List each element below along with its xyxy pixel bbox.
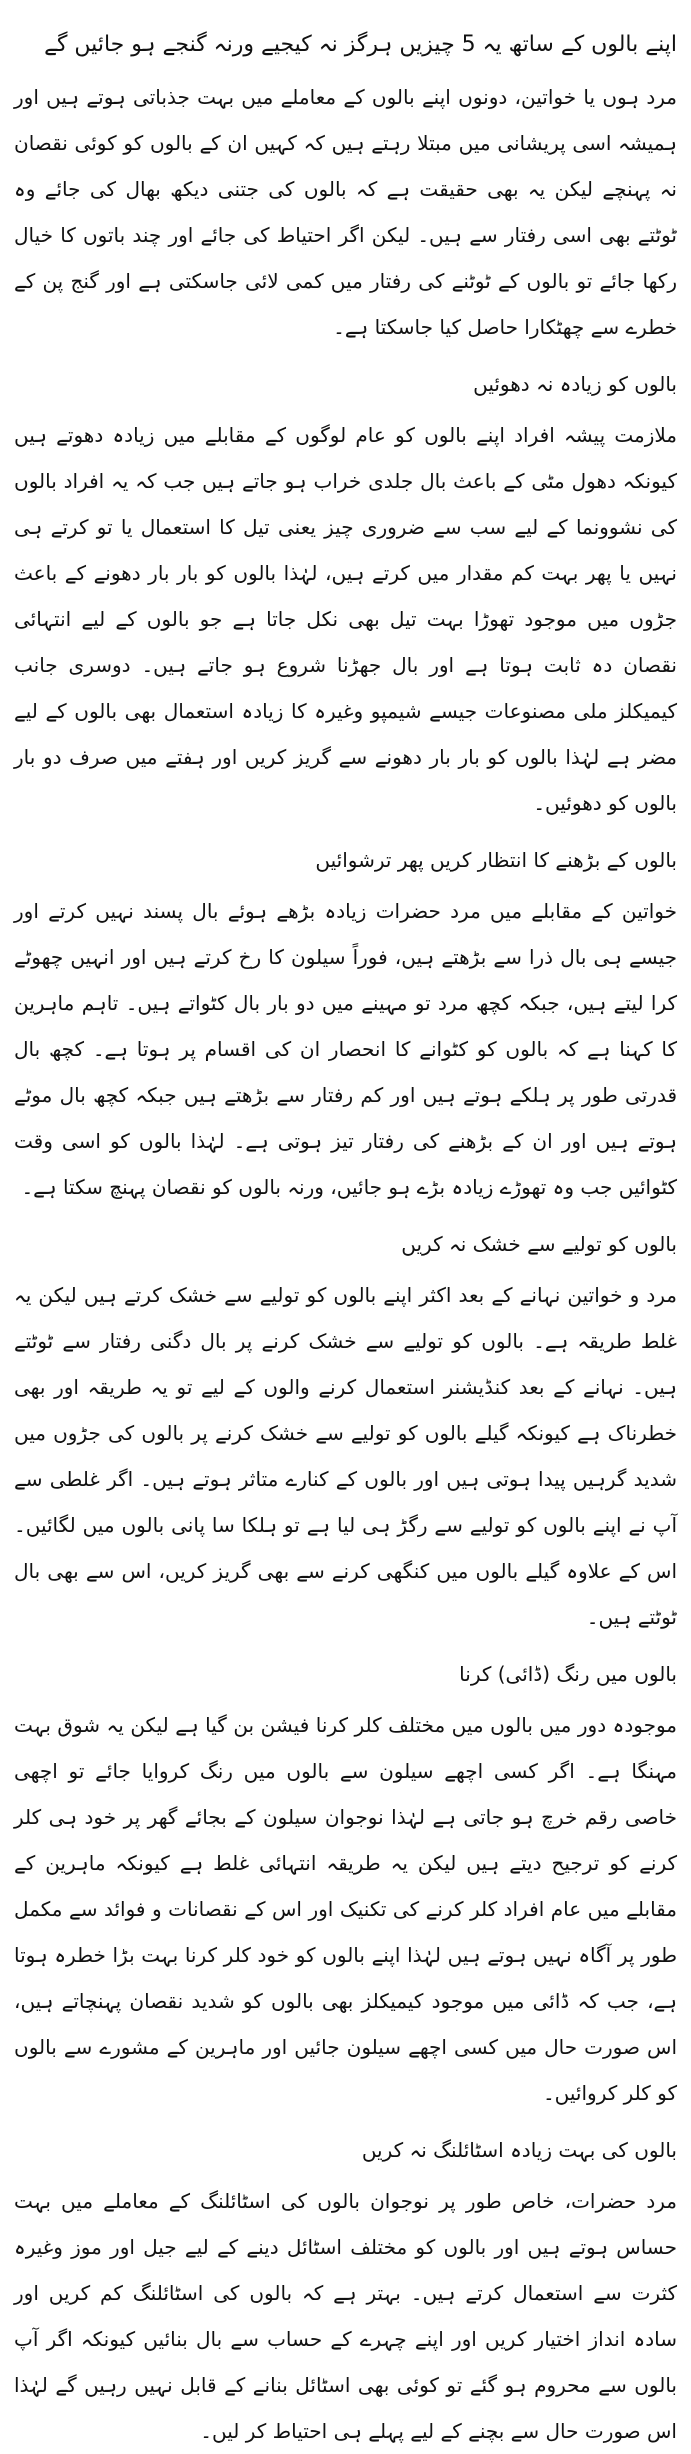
section-body-trimming: خواتین کے مقابلے میں مرد حضرات زیادہ بڑھے ہوئے بال پسند نہیں کرتے اور جیسے ہی بال ذرا سے بڑھتے ہیں، فوراً سیلون کا رخ کرتے ہیں اور انہیں چھوٹے کرا لیتے ہیں، جبکہ کچھ مرد تو مہینے میں دو بار بال کٹواتے ہیں۔ تاہم ماہرین کا کہنا ہے کہ بالوں کو کٹوانے کا انحصار ان کی اقسام پر ہوتا ہے۔ کچھ بال قدرتی طور پر ہلکے ہوتے ہیں اور کم رفتار سے بڑھتے ہیں جبکہ کچھ بال موٹے ہوتے ہیں اور ان کے بڑھنے کی رفتار تیز ہوتی ہے۔ لہٰذا بالوں کو اسی وقت کٹوائیں جب وہ تھوڑے زیادہ بڑے ہو جائیں، ورنہ بالوں کو نقصان پہنچ سکتا ہے۔ [14, 899, 677, 1199]
intro-paragraph: مرد ہوں یا خواتین، دونوں اپنے بالوں کے معاملے میں بہت جذباتی ہوتے ہیں اور ہمیشہ اسی پریشانی میں مبتلا رہتے ہیں کہ کہیں ان کے بالوں کو کوئی نقصان نہ پہنچے لیکن یہ بھی حقیقت ہے کہ بالوں کی جتنی دیکھ بھال کی جائے وہ ٹوٹتے بھی اسی رفتار سے ہیں۔ لیکن اگر احتیاط کی جائے اور چند باتوں کا خیال رکھا جائے تو بالوں کے ٹوٹنے کی رفتار میں کمی لائی جاسکتی ہے اور گنج پن کے خطرے سے چھٹکارا حاصل کیا جاسکتا ہے۔ [14, 85, 677, 339]
section-heading-styling: بالوں کی بہت زیادہ اسٹائلنگ نہ کریں [361, 2138, 677, 2162]
section-body-dye: موجودہ دور میں بالوں میں مختلف کلر کرنا فیشن بن گیا ہے لیکن یہ شوق بہت مہنگا ہے۔ اگر کسی اچھے سیلون سے بالوں میں رنگ کروایا جائے تو اچھی خاصی رقم خرچ ہو جاتی ہے لہٰذا نوجوان سیلون کے بجائے گھر پر خود ہی کلر کرنے کو ترجیح دیتے ہیں لیکن یہ طریقہ انتہائی غلط ہے کیونکہ ماہرین کے مقابلے میں عام افراد کلر کرنے کی تکنیک اور اس کے نقصانات و فوائد سے مکمل طور پر آگاہ نہیں ہوتے ہیں لہٰذا اپنے بالوں کو خود کلر کرنا بہت بڑا خطرہ ہوتا ہے، جب کہ ڈائی میں موجود کیمیکلز بھی بالوں کو شدید نقصان پہنچاتے ہیں، اس صورت حال میں کسی اچھے سیلون جائیں اور ماہرین کے مشورے سے بالوں کو کلر کروائیں۔ [14, 1713, 677, 2105]
section-body-towel: مرد و خواتین نہانے کے بعد اکثر اپنے بالوں کو تولیے سے خشک کرتے ہیں لیکن یہ غلط طریقہ ہے۔ بالوں کو تولیے سے خشک کرنے پر بال دگنی رفتار سے ٹوٹتے ہیں۔ نہانے کے بعد کنڈیشنر استعمال کرنے والوں کے لیے تو یہ طریقہ اور بھی خطرناک ہے کیونکہ گیلے بالوں کو تولیے سے خشک کرنے پر بالوں کی جڑوں میں شدید گرہیں پیدا ہوتی ہیں اور بالوں کے کنارے متاثر ہوتے ہیں۔ اگر غلطی سے آپ نے اپنے بالوں کو تولیے سے رگڑ ہی لیا ہے تو ہلکا سا پانی بالوں میں لگائیں۔ اس کے علاوہ گیلے بالوں میں کنگھی کرنے سے بھی گریز کریں، اس سے بھی بال ٹوٹتے ہیں۔ [14, 1283, 677, 1629]
section-heading-washing: بالوں کو زیادہ نہ دھوئیں [473, 372, 677, 396]
section-body-styling: مرد حضرات، خاص طور پر نوجوان بالوں کی اسٹائلنگ کے معاملے میں بہت حساس ہوتے ہیں اور بالوں کو مختلف اسٹائل دینے کے لیے جیل اور موز وغیرہ کثرت سے استعمال کرتے ہیں۔ بہتر ہے کہ بالوں کی اسٹائلنگ کم کریں اور سادہ انداز اختیار کریں اور اپنے چہرے کے حساب سے بال بنائیں کیونکہ اگر آپ بالوں سے محروم ہو گئے تو کوئی بھی اسٹائل بنانے کے قابل نہیں رہیں گے لہٰذا اس صورت حال سے بچنے کے لیے پہلے ہی احتیاط کر لیں۔ [14, 2189, 677, 2443]
section-heading-dye: بالوں میں رنگ (ڈائی) کرنا [459, 1662, 677, 1686]
section-body-washing: ملازمت پیشہ افراد اپنے بالوں کو عام لوگوں کے مقابلے میں زیادہ دھوتے ہیں کیونکہ دھول مٹی کے باعث بال جلدی خراب ہو جاتے ہیں جب کہ یہ افراد بالوں کی نشوونما کے لیے سب سے ضروری چیز یعنی تیل کا استعمال یا تو کرتے ہی نہیں یا پھر بہت کم مقدار میں کرتے ہیں، لہٰذا بالوں کو بار بار دھونے کے باعث جڑوں میں موجود تھوڑا بہت تیل بھی نکل جاتا ہے جو بالوں کے لیے انتہائی نقصان دہ ثابت ہوتا ہے اور بال جھڑنا شروع ہو جاتے ہیں۔ دوسری جانب کیمیکلز ملی مصنوعات جیسے شیمپو وغیرہ کا زیادہ استعمال بھی بالوں کے لیے مضر ہے لہٰذا بالوں کو بار بار دھونے سے گریز کریں اور ہفتے میں صرف دو بار بالوں کو دھوئیں۔ [14, 423, 678, 815]
section-heading-towel: بالوں کو تولیے سے خشک نہ کریں [401, 1232, 677, 1256]
section-heading-trimming: بالوں کے بڑھنے کا انتظار کریں پھر ترشوائیں [315, 848, 677, 872]
article-title: اپنے بالوں کے ساتھ یہ 5 چیزیں ہرگز نہ کیجیے ورنہ گنجے ہو جائیں گے [44, 32, 677, 57]
